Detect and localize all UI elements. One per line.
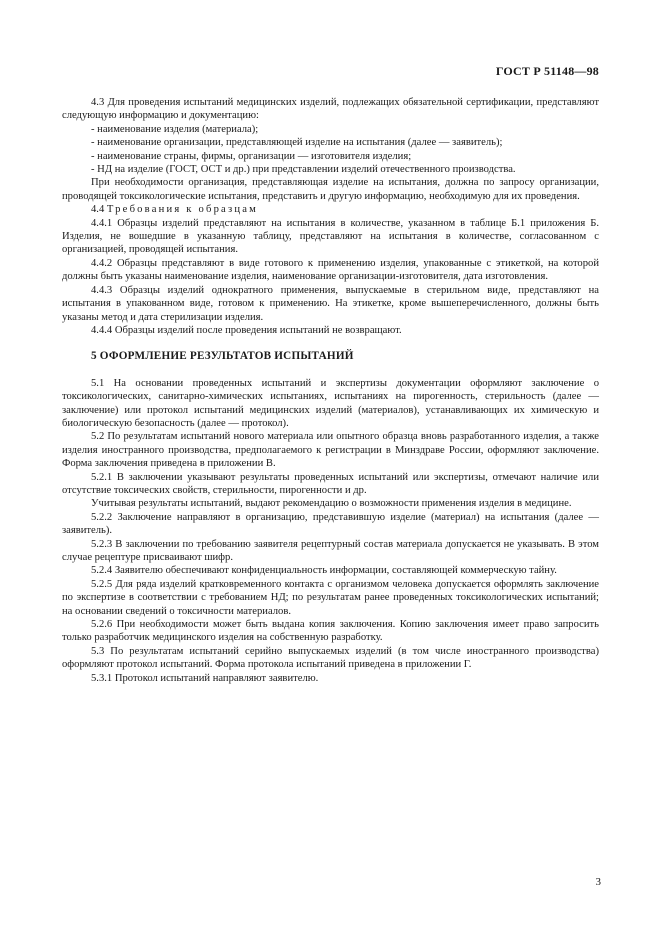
clause-4-3-intro: 4.3 Для проведения испытаний медицинских изделий, подлежащих обязательной сертификации, представляют следующую информацию и документацию: xyxy=(62,97,599,122)
paragraph: 5.1 На основании проведенных испытаний и экспертизы документации оформляют заключение о токсикологических, санитарно-химических испытаниях, испытаниях на пирогенность, стерильность (далее — заключение) или протокол испытаний медицинских изделий (материалов), устанавливающих их химическую и биологическую безопасность (далее — протокол). xyxy=(62,377,599,429)
clause-4-4-heading xyxy=(62,203,599,216)
list-item: - наименование изделия (материала); xyxy=(91,123,259,135)
paragraph: 5.2.1 В заключении указывают результаты проведенных испытаний или экспертизы, отмечают наличие или отсутствие токсических свойств, стерильности, пирогенности и др. xyxy=(62,471,599,496)
paragraph: 5.2 По результатам испытаний нового материала или опытного образца вновь разработанного изделия, а также изделия иностранного производства, предполагаемого к регистрации в Минздраве России, оформляют заключение. Форма заключения приведена в приложении В. xyxy=(62,431,599,470)
clause-4-4-3: 4.4.3 Образцы изделий однократного применения, выпускаемые в стерильном виде, представляют на испытания в упакованном виде, готовом к применению. На этикетке, кроме вышеперечисленного, должны быть указаны метод и дата стерилизации изделия. xyxy=(62,284,599,323)
clause-4-4-4: 4.4.4 Образцы изделий после проведения испытаний не возвращают. xyxy=(91,324,402,336)
paragraph: 5.2.3 В заключении по требованию заявителя рецептурный состав материала допускается не указывать. В этом случае рецептуре присваивают шифр. xyxy=(62,538,599,563)
paragraph: 5.2.5 Для ряда изделий кратковременного контакта с организмом человека допускается оформлять заключение по экспертизе в соответствии с требованием НД; по результатам ранее проведенных токсикологических испытаний; на основании сведений о токсичности материалов. xyxy=(62,578,599,617)
clause-4-4-2: 4.4.2 Образцы представляют в виде готового к применению изделия, упакованные с этикеткой, на которой должны быть указаны наименование изделия, наименование организации-изготовителя, дата изготовления. xyxy=(62,257,599,283)
list-item: - наименование страны, фирмы, организации — изготовителя изделия; xyxy=(91,150,412,162)
clause-title: Требования к образцам xyxy=(106,204,259,216)
section-5-heading: 5 ОФОРМЛЕНИЕ РЕЗУЛЬТАТОВ ИСПЫТАНИЙ xyxy=(91,350,354,363)
paragraph: 5.2.2 Заключение направляют в организацию, представившую изделие (материал) на испытания (далее — заявитель). xyxy=(62,511,599,537)
clause-4-4-1: 4.4.1 Образцы изделий представляют на испытания в количестве, указанном в таблице Б.1 приложения Б. Изделия, не вошедшие в указанную таблицу, представляют на испытания в количестве, согласованном с организацией, проводящей испытания. xyxy=(62,217,599,256)
list-item: - наименование организации, представляющей изделие на испытания (далее — заявитель); xyxy=(91,137,503,149)
paragraph: 5.3.1 Протокол испытаний направляют заявителю. xyxy=(91,672,319,684)
paragraph: 5.2.6 При необходимости может быть выдана копия заключения. Копию заключения имеет право запросить только разработчик медицинского изделия на собственную разработку. xyxy=(62,619,599,644)
clause-4-3-extra: При необходимости организация, представляющая изделие на испытания, должна по запросу организации, проводящей токсикологические испытания, представить и другую информацию, необходимую для их проведения. xyxy=(62,177,599,202)
paragraph: Учитывая результаты испытаний, выдают рекомендацию о возможности применения изделия в медицине. xyxy=(91,498,572,510)
page-number: 3 xyxy=(595,876,601,888)
paragraph: 5.3 По результатам испытаний серийно выпускаемых изделий (в том числе иностранного производства) оформляют протокол испытаний. Форма протокола испытаний приведена в приложении Г. xyxy=(62,645,599,671)
document-body xyxy=(62,96,599,685)
document-number: ГОСТ Р 51148—98 xyxy=(495,64,599,78)
list-item: - НД на изделие (ГОСТ, ОСТ и др.) при представлении изделий отечественного производства. xyxy=(91,164,516,176)
paragraph: 5.2.4 Заявителю обеспечивают конфиденциальность информации, составляющей коммерческую тайну. xyxy=(91,565,557,577)
clause-number: 4.4 xyxy=(91,204,105,216)
